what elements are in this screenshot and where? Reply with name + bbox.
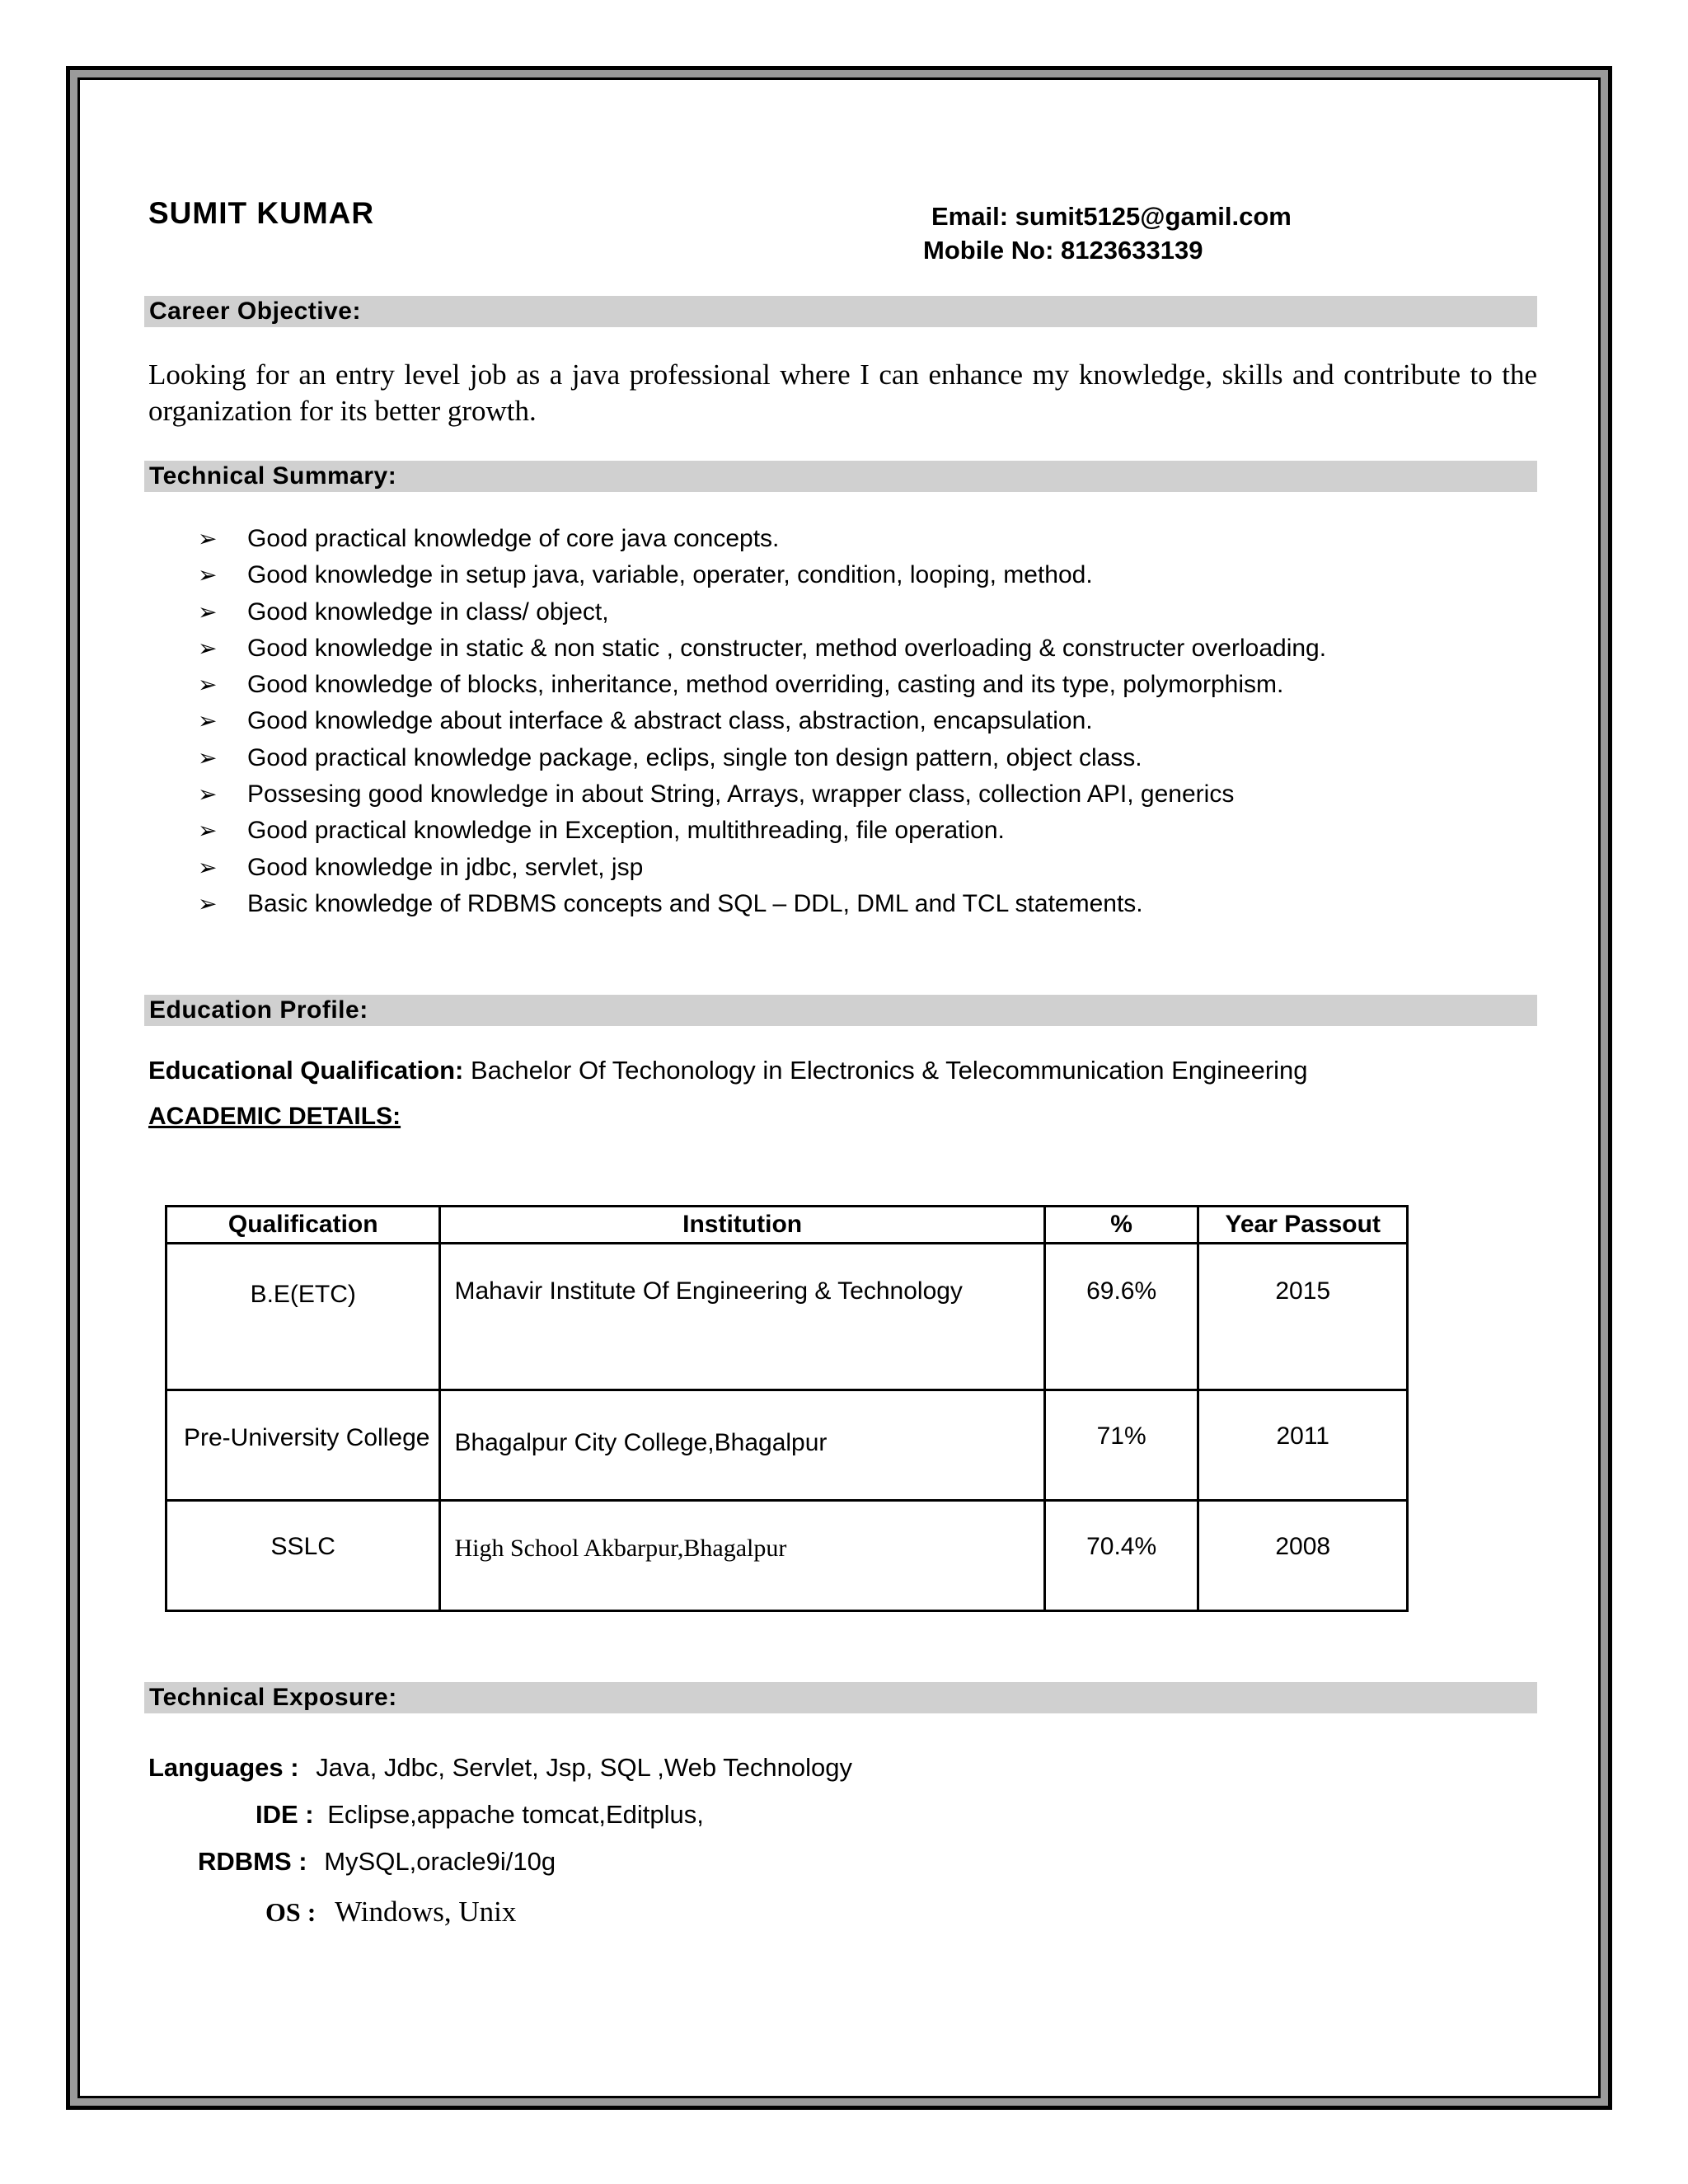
column-header-year: Year Passout xyxy=(1198,1207,1408,1244)
column-header-qualification: Qualification xyxy=(166,1207,440,1244)
academic-details-heading: ACADEMIC DETAILS: xyxy=(148,1103,401,1130)
cell-qualification: SSLC xyxy=(166,1501,440,1611)
cell-institution: High School Akbarpur,Bhagalpur xyxy=(440,1501,1044,1611)
technical-exposure-heading: Technical Exposure: xyxy=(144,1682,1537,1713)
list-item: ➢ Good knowledge about interface & abstract class, abstraction, encapsulation. xyxy=(198,703,1326,739)
educational-qualification-label: Educational Qualification: xyxy=(148,1056,464,1085)
educational-qualification-value: Bachelor Of Techonology in Electronics & Telecommunication Engineering xyxy=(463,1056,1308,1085)
os-label: OS : xyxy=(265,1897,316,1927)
mobile-line: Mobile No: 8123633139 xyxy=(923,236,1203,265)
technical-summary-heading: Technical Summary: xyxy=(144,461,1537,492)
column-header-percent: % xyxy=(1044,1207,1198,1244)
cell-institution: Bhagalpur City College,Bhagalpur xyxy=(440,1390,1044,1501)
languages-label: Languages : xyxy=(148,1753,299,1782)
arrow-bullet-icon: ➢ xyxy=(198,708,218,734)
os-line xyxy=(265,1896,516,1929)
table-row xyxy=(166,1244,1408,1390)
cell-year: 2015 xyxy=(1198,1244,1408,1390)
languages-line xyxy=(148,1753,852,1783)
career-objective-heading: Career Objective: xyxy=(144,296,1537,327)
table-row xyxy=(166,1390,1408,1501)
cell-qualification: Pre-University College xyxy=(166,1390,440,1501)
cell-percent: 70.4% xyxy=(1044,1501,1198,1611)
rdbms-label: RDBMS : xyxy=(198,1847,307,1876)
cell-institution: Mahavir Institute Of Engineering & Technology xyxy=(440,1244,1044,1390)
list-item: ➢ Good practical knowledge in Exception, multithreading, file operation. xyxy=(198,813,1326,849)
list-item: ➢ Good practical knowledge package, eclips, single ton design pattern, object class. xyxy=(198,740,1326,776)
arrow-bullet-icon: ➢ xyxy=(198,818,218,844)
arrow-bullet-icon: ➢ xyxy=(198,781,218,808)
cell-year: 2011 xyxy=(1198,1390,1408,1501)
list-item: ➢ Good practical knowledge of core java concepts. xyxy=(198,521,1326,557)
arrow-bullet-icon: ➢ xyxy=(198,598,218,625)
arrow-bullet-icon: ➢ xyxy=(198,526,218,551)
table-header-row xyxy=(166,1207,1408,1244)
list-item: ➢ Good knowledge in setup java, variable, operater, condition, looping, method. xyxy=(198,557,1326,593)
arrow-bullet-icon: ➢ xyxy=(198,672,218,698)
rdbms-line xyxy=(198,1847,556,1877)
ide-line xyxy=(256,1800,704,1830)
table-row xyxy=(166,1501,1408,1611)
arrow-bullet-icon: ➢ xyxy=(198,744,218,771)
cell-percent: 71% xyxy=(1044,1390,1198,1501)
column-header-institution: Institution xyxy=(440,1207,1044,1244)
list-item: ➢ Good knowledge in jdbc, servlet, jsp xyxy=(198,850,1326,886)
technical-summary-list xyxy=(198,521,1326,922)
educational-qualification xyxy=(148,1056,1308,1085)
cell-year: 2008 xyxy=(1198,1501,1408,1611)
cell-qualification: B.E(ETC) xyxy=(166,1244,440,1390)
arrow-bullet-icon: ➢ xyxy=(198,854,218,880)
career-objective-text: Looking for an entry level job as a java professional where I can enhance my knowledge, skills and contribute to the organization for its better growth. xyxy=(148,359,1537,427)
rdbms-value: MySQL,oracle9i/10g xyxy=(324,1847,556,1876)
cell-percent: 69.6% xyxy=(1044,1244,1198,1390)
candidate-name: SUMIT KUMAR xyxy=(148,196,375,230)
arrow-bullet-icon: ➢ xyxy=(198,890,218,916)
email-line: Email: sumit5125@gamil.com xyxy=(931,202,1292,231)
arrow-bullet-icon: ➢ xyxy=(198,562,218,588)
ide-label: IDE : xyxy=(256,1800,314,1829)
list-item: ➢ Basic knowledge of RDBMS concepts and SQL – DDL, DML and TCL statements. xyxy=(198,886,1326,922)
os-value: Windows, Unix xyxy=(335,1896,517,1928)
list-item: ➢ Good knowledge of blocks, inheritance, method overriding, casting and its type, polymorphism. xyxy=(198,667,1326,703)
list-item: ➢ Possesing good knowledge in about String, Arrays, wrapper class, collection API, generics xyxy=(198,776,1326,813)
education-profile-heading: Education Profile: xyxy=(144,995,1537,1026)
ide-value: Eclipse,appache tomcat,Editplus, xyxy=(327,1800,704,1829)
list-item: ➢ Good knowledge in class/ object, xyxy=(198,594,1326,630)
languages-value: Java, Jdbc, Servlet, Jsp, SQL ,Web Technology xyxy=(316,1753,852,1782)
list-item: ➢ Good knowledge in static & non static , constructer, method overloading & constructer overloading. xyxy=(198,630,1326,667)
arrow-bullet-icon: ➢ xyxy=(198,635,218,661)
academic-details-table xyxy=(165,1205,1409,1612)
